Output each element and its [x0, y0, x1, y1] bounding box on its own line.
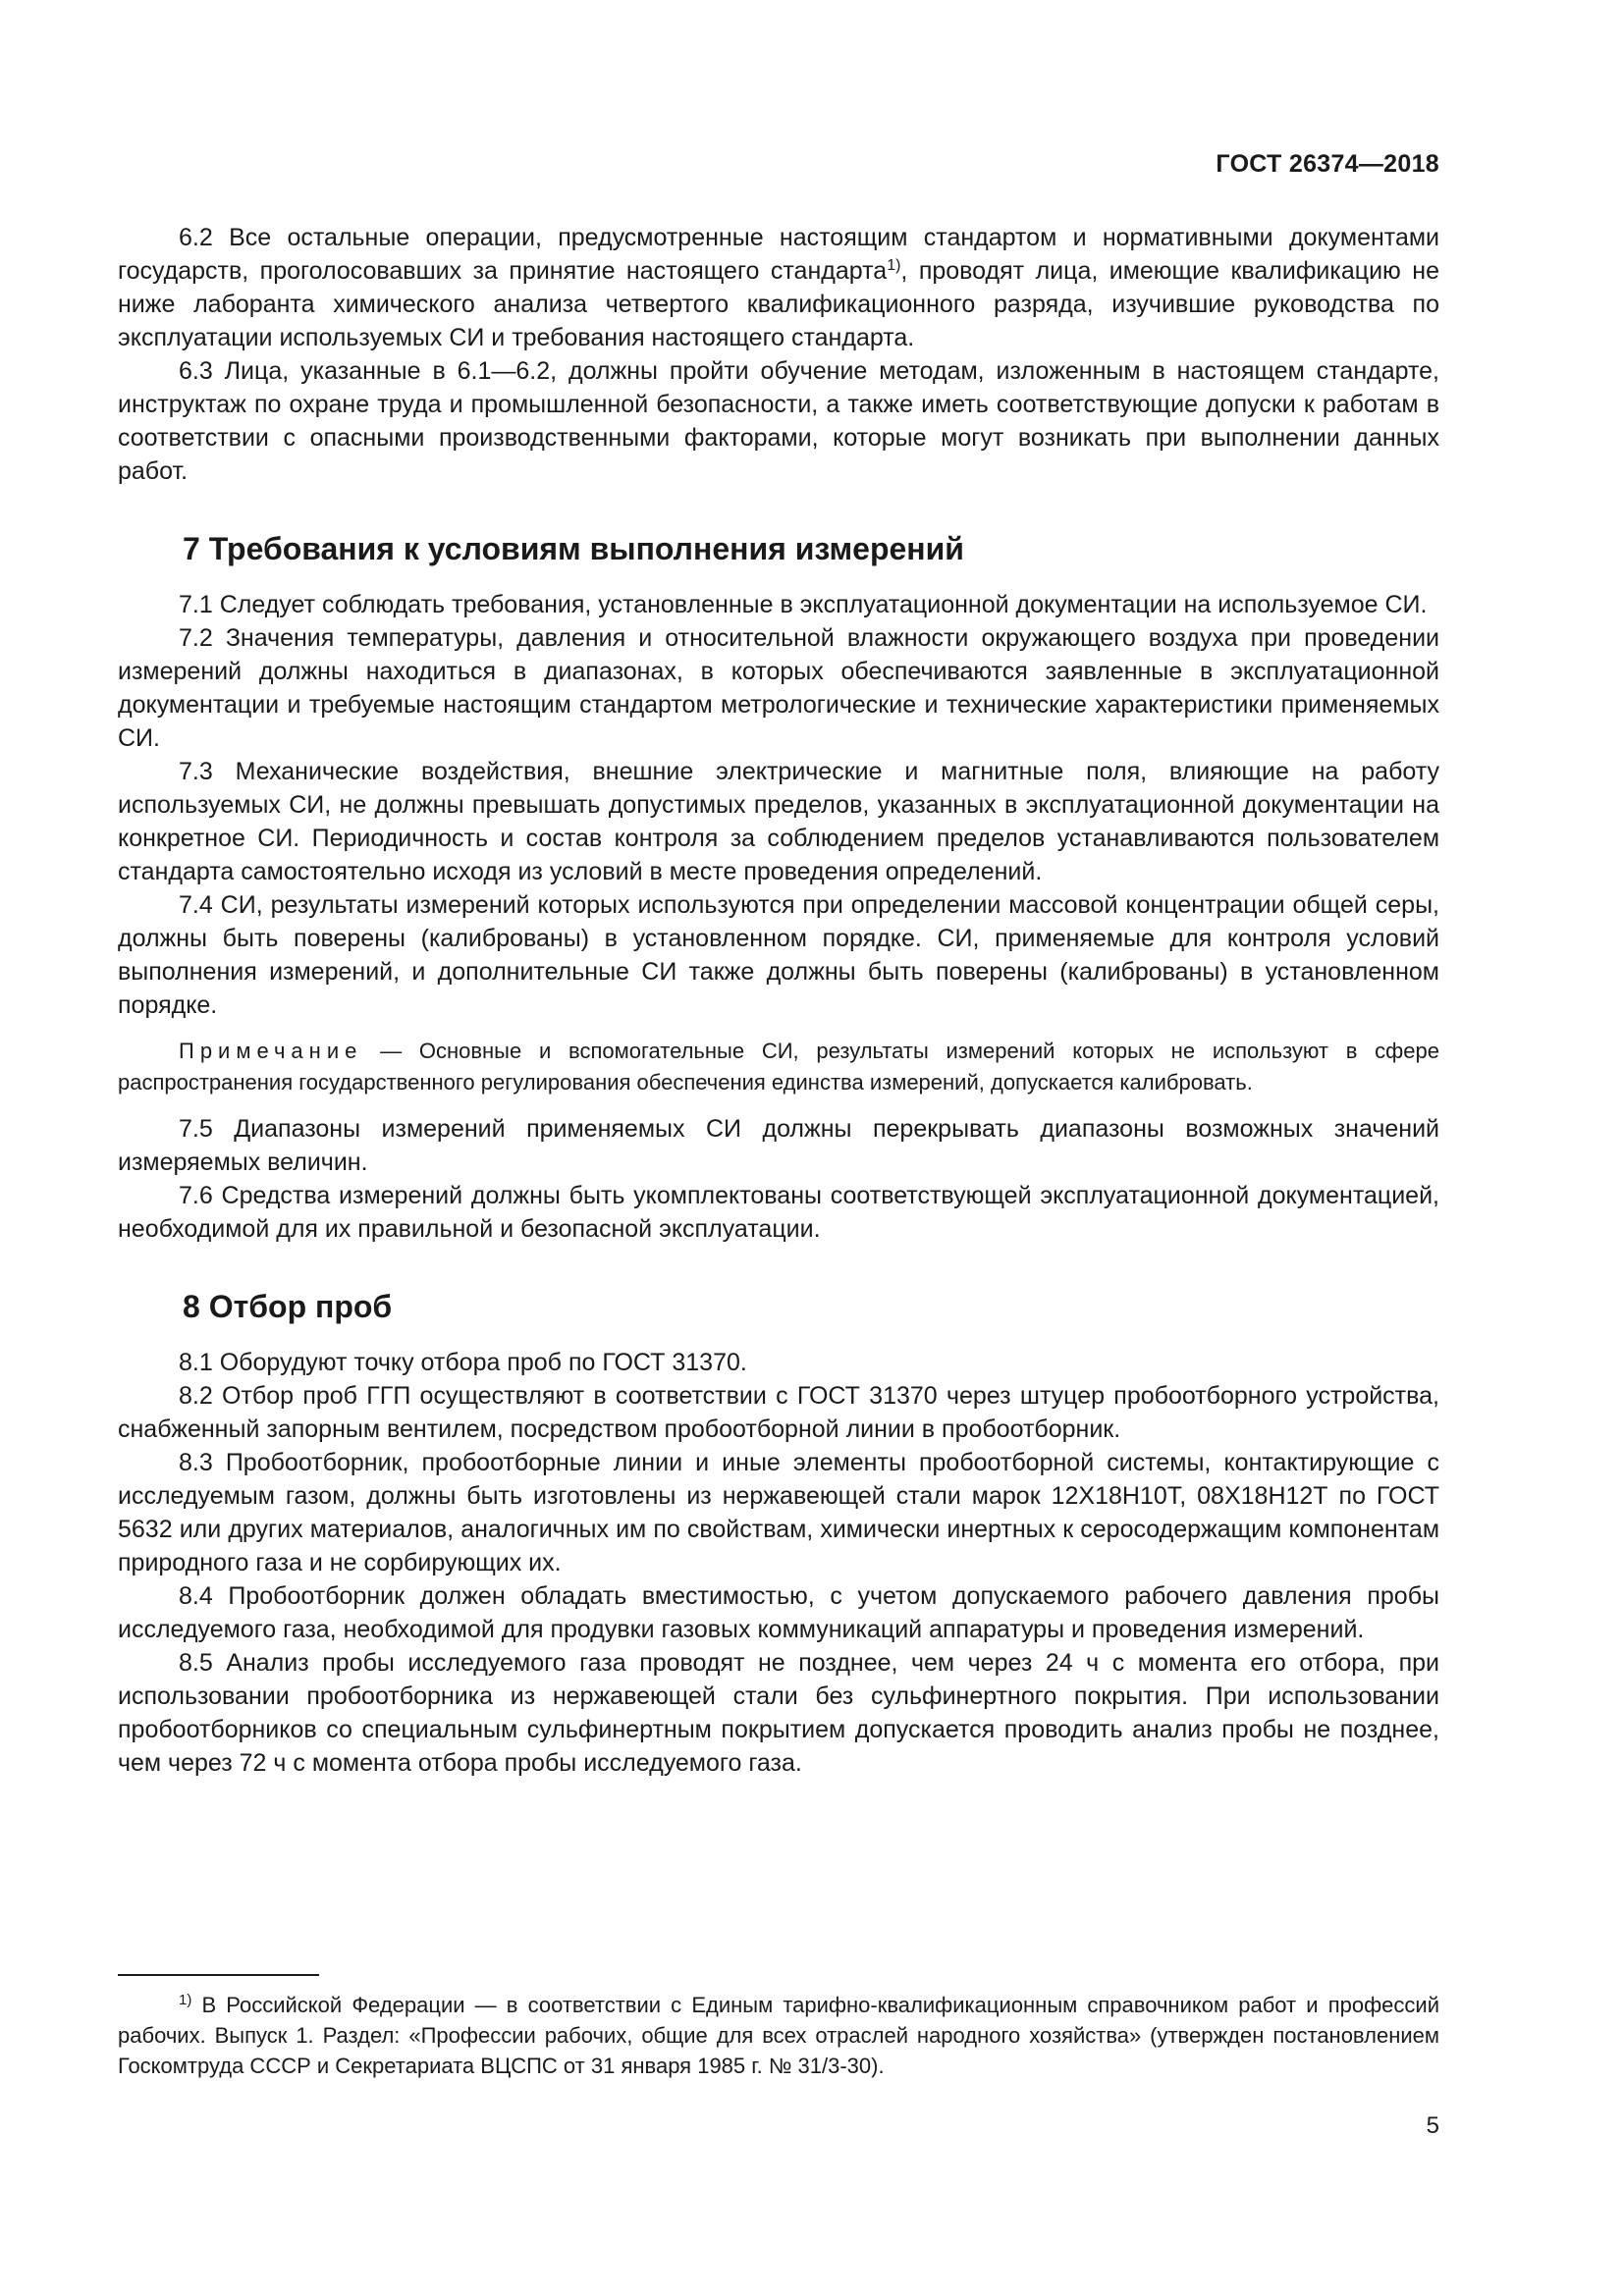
paragraph-6-2	[118, 221, 1439, 354]
document-body	[118, 221, 1439, 1780]
paragraph-8-1: 8.1 Оборудуют точку отбора проб по ГОСТ 31370.	[179, 1349, 747, 1376]
footnote-divider	[118, 1974, 319, 1976]
paragraph-7-1: 7.1 Следует соблюдать требования, установленные в эксплуатационной документации на используемое СИ.	[179, 591, 1428, 618]
document-id-header: ГОСТ 26374—2018	[1216, 150, 1439, 178]
footnote-marker: 1)	[179, 1992, 192, 2008]
paragraph-7-6: 7.6 Средства измерений должны быть укомплектованы соответствующей эксплуатационной документацией, необходимой для их правильной и безопасной эксплуатации.	[118, 1182, 1439, 1243]
section-8-heading: 8 Отбор проб	[183, 1289, 393, 1324]
note-text: — Основные и вспомогательные СИ, результаты измерений которых не используют в сфере распространения государственного регулирования обеспечения единства измерений, допускается калибровать.	[118, 1039, 1439, 1095]
note-label: Примечание	[179, 1039, 363, 1063]
document-page	[118, 0, 1439, 2296]
paragraph-8-3: 8.3 Пробоотборник, пробоотборные линии и иные элементы пробоотборной системы, контактирующие с исследуемым газом, должны быть изготовлены из нержавеющей стали марок 12Х18Н10Т, 08Х18Н12Т по ГОСТ 5632 или других материалов, аналогичных им по свойствам, химически инертных к серосодержащим компонентам природного газа и не сорбирующих их.	[118, 1449, 1439, 1576]
footnote-text: В Российской Федерации — в соответствии с Единым тарифно-квалификационным справочником работ и профессий рабочих. Выпуск 1. Раздел: «Профессии рабочих, общие для всех отраслей народного хозяйства» (утвержден постановлением Госкомтруда СССР и Секретариата ВЦСПС от 31 января 1985 г. № 31/3-30).	[118, 1993, 1439, 2078]
page-number: 5	[1426, 2112, 1439, 2139]
paragraph-8-4: 8.4 Пробоотборник должен обладать вместимостью, с учетом допускаемого рабочего давления пробы исследуемого газа, необходимой для продувки газовых коммуникаций аппаратуры и проведения измерений.	[118, 1582, 1439, 1643]
paragraph-6-3: 6.3 Лица, указанные в 6.1—6.2, должны пройти обучение методам, изложенным в настоящем стандарте, инструктаж по охране труда и промышленной безопасности, а также иметь соответствующие допуски к работам в соответствии с опасными производственными факторами, которые могут возникать при выполнении данных работ.	[118, 357, 1439, 485]
footnote-reference[interactable]: 1)	[887, 257, 901, 274]
section-7-heading: 7 Требования к условиям выполнения измерений	[183, 531, 964, 566]
footnote	[118, 1990, 1439, 2081]
paragraph-7-5: 7.5 Диапазоны измерений применяемых СИ должны перекрывать диапазоны возможных значений измеряемых величин.	[118, 1115, 1439, 1176]
paragraph-8-5: 8.5 Анализ пробы исследуемого газа проводят не позднее, чем через 24 ч с момента его отбора, при использовании пробоотборника из нержавеющей стали без сульфинертного покрытия. При использовании пробоотборников со специальным сульфинертным покрытием допускается проводить анализ пробы не позднее, чем через 72 ч с момента отбора пробы исследуемого газа.	[118, 1649, 1439, 1777]
paragraph-7-2: 7.2 Значения температуры, давления и относительной влажности окружающего воздуха при проведении измерений должны находиться в диапазонах, в которых обеспечиваются заявленные в эксплуатационной документации и требуемые настоящим стандартом метрологические и технические характеристики применяемых СИ.	[118, 624, 1439, 752]
paragraph-8-2: 8.2 Отбор проб ГГП осуществляют в соответствии с ГОСТ 31370 через штуцер пробоотборного устройства, снабженный запорным вентилем, посредством пробоотборной линии в пробоотборник.	[118, 1382, 1439, 1443]
paragraph-6-2-text-start: 6.2 Все остальные операции, предусмотренные настоящим стандартом и нормативными документами государств, проголосовавших за принятие настоящего стандарта	[118, 224, 1439, 285]
note-block	[118, 1036, 1439, 1098]
paragraph-7-4: 7.4 СИ, результаты измерений которых используются при определении массовой концентрации общей серы, должны быть поверены (калиброваны) в установленном порядке. СИ, применяемые для контроля условий выполнения измерений, и дополнительные СИ также должны быть поверены (калиброваны) в установленном порядке.	[118, 891, 1439, 1019]
paragraph-6-2-text-end: , проводят лица, имеющие квалификацию не ниже лаборанта химического анализа четвертого квалификационного разряда, изучившие руководства по эксплуатации используемых СИ и требования настоящего стандарта.	[118, 257, 1439, 351]
paragraph-7-3: 7.3 Механические воздействия, внешние электрические и магнитные поля, влияющие на работу используемых СИ, не должны превышать допустимых пределов, указанных в эксплуатационной документации на конкретное СИ. Периодичность и состав контроля за соблюдением пределов устанавливаются пользователем стандарта самостоятельно исходя из условий в месте проведения определений.	[118, 758, 1439, 885]
